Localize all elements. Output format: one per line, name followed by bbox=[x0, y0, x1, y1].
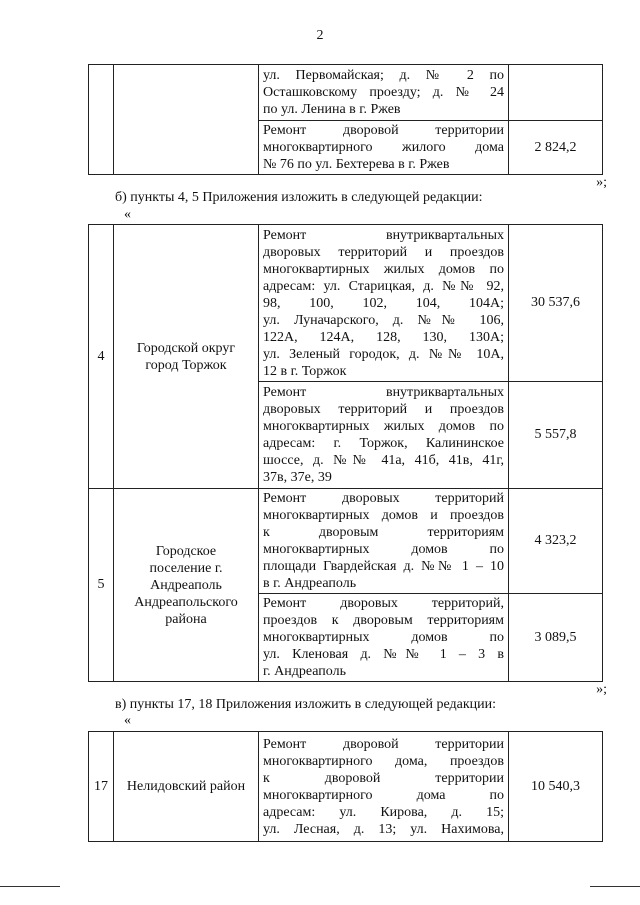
amount-cell: 4 323,2 bbox=[509, 489, 603, 594]
amount-cell: 2 824,2 bbox=[509, 121, 603, 175]
table-row bbox=[89, 65, 603, 121]
scan-edge-line bbox=[590, 886, 640, 887]
description-cell: Ремонт внутриквартальных дворовых территорий и проездов многоквартирных жилых домов по адресам: ул. Старицкая, д. №№ 92, 98, 100, 102, 104, 104А; ул. Луначарского, д. №№ 106, 122А, 124А, 128, 130, 130А; ул. Зеленый городок, д. №№ 10А, 12 в г. Торжок bbox=[259, 225, 509, 382]
description-cell: Ремонт внутриквартальных дворовых территорий и проездов многоквартирных жилых домов по адресам: г. Торжок, Калининское шоссе, д. №№ 41а, 41б, 41в, 41г, 37в, 37е, 39 bbox=[259, 382, 509, 489]
municipality-cell: Нелидовский район bbox=[114, 732, 259, 842]
table-row bbox=[89, 225, 603, 382]
table-continuation bbox=[88, 64, 603, 175]
municipality-cell: Городское поселение г. Андреаполь Андреапольского района bbox=[114, 489, 259, 682]
amount-cell: 10 540,3 bbox=[509, 732, 603, 842]
page-number: 2 bbox=[316, 28, 324, 43]
amount-cell: 5 557,8 bbox=[509, 382, 603, 489]
description-cell: Ремонт дворовых территорий, проездов к дворовым территориям многоквартирных домов по ул. Кленовая д. №№ 1 – 3 в г. Андреаполь bbox=[259, 594, 509, 682]
municipality-cell bbox=[114, 65, 259, 175]
amount-cell: 30 537,6 bbox=[509, 225, 603, 382]
row-number-cell: 4 bbox=[89, 225, 114, 489]
description-cell: Ремонт дворовой территории многоквартирного жилого дома № 76 по ул. Бехтерева в г. Ржев bbox=[259, 121, 509, 175]
scan-edge-line bbox=[0, 886, 60, 887]
description-cell: Ремонт дворовых территорий многоквартирных домов и проездов к дворовым территориям многоквартирных домов по площади Гвардейская д. №№ 1 – 10 в г. Андреаполь bbox=[259, 489, 509, 594]
opening-quote: « bbox=[124, 713, 131, 728]
description-cell: ул. Первомайская; д. № 2 по Осташковскому проезду; д. № 24 по ул. Ленина в г. Ржев bbox=[259, 65, 509, 121]
table-item-17 bbox=[88, 731, 603, 842]
row-number-cell: 17 bbox=[89, 732, 114, 842]
municipality-cell: Городской округ город Торжок bbox=[114, 225, 259, 489]
row-number-cell bbox=[89, 65, 114, 175]
amount-cell bbox=[509, 65, 603, 121]
closing-quote: »; bbox=[596, 682, 607, 697]
description-cell: Ремонт дворовой территории многоквартирного дома, проездов к дворовой территории многоквартирного дома по адресам: ул. Кирова, д. 15; ул. Лесная, д. 13; ул. Нахимова, bbox=[259, 732, 509, 842]
table-items-4-5 bbox=[88, 224, 603, 682]
amount-cell: 3 089,5 bbox=[509, 594, 603, 682]
paragraph-v: в) пункты 17, 18 Приложения изложить в следующей редакции: bbox=[115, 697, 497, 712]
opening-quote: « bbox=[124, 207, 131, 222]
closing-quote: »; bbox=[596, 175, 607, 190]
table-row bbox=[89, 732, 603, 842]
paragraph-b: б) пункты 4, 5 Приложения изложить в следующей редакции: bbox=[115, 190, 483, 205]
table-row bbox=[89, 489, 603, 594]
row-number-cell: 5 bbox=[89, 489, 114, 682]
